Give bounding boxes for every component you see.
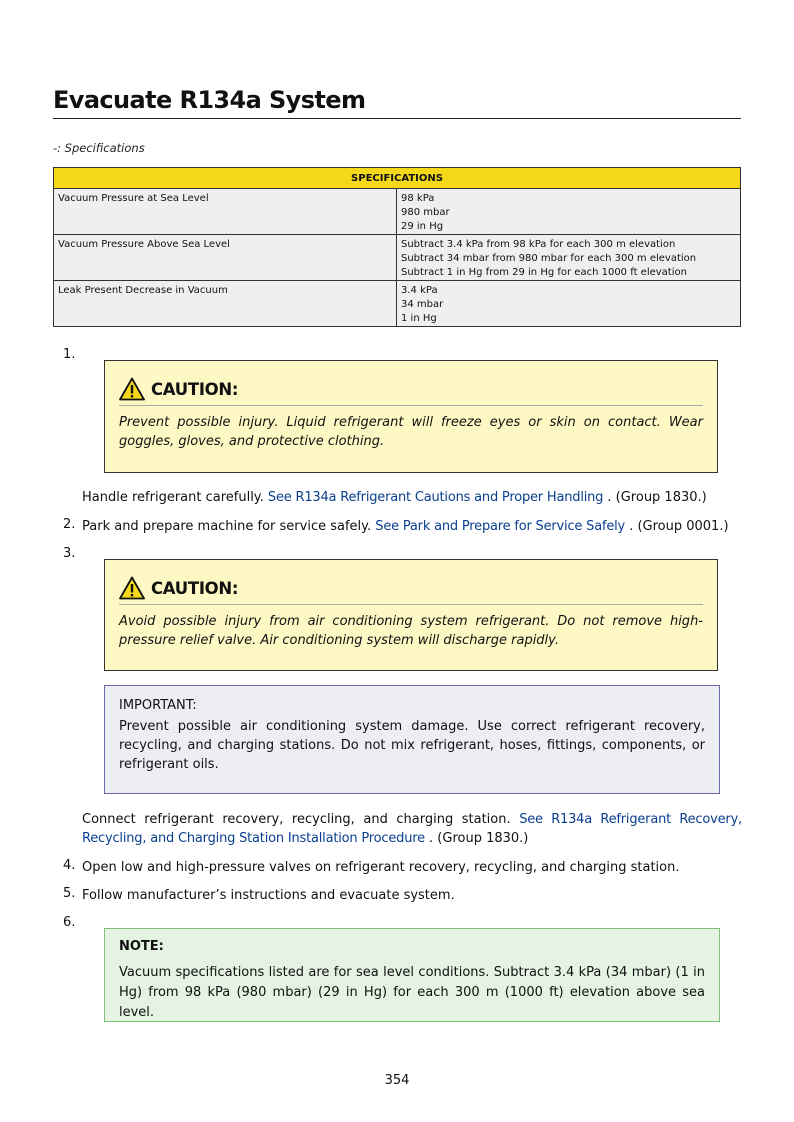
spec-table [53,167,741,327]
spec-label: Vacuum Pressure Above Sea Level [54,235,397,281]
step-text: Follow manufacturer’s instructions and evacuate system. [82,888,455,903]
caution-title: CAUTION: [151,578,239,598]
spec-caption: -: Specifications [53,141,145,155]
step-text [82,517,742,536]
spec-label: Leak Present Decrease in Vacuum [54,281,397,327]
caution-header [119,373,703,406]
page-number: 354 [384,1073,410,1088]
cross-reference-link[interactable]: See R134a Refrigerant Cautions and Proper Handling [267,490,604,505]
important-title: IMPORTANT: [119,698,197,713]
spec-value-line: 3.4 kPa [401,285,438,296]
note-title: NOTE: [119,939,164,954]
group-reference: . (Group 1830.) [429,831,529,846]
warning-triangle-icon [119,377,145,401]
caution-header [119,572,703,605]
note-text: Vacuum specifications listed are for sea level conditions. Subtract 3.4 kPa (34 mbar) (1 in Hg) from 98 kPa (980 mbar) (29 in Hg) for each 300 m (1000 ft) elevation above sea level. [119,965,705,1020]
table-row [54,235,741,281]
caution-title: CAUTION: [151,379,239,399]
table-row [54,281,741,327]
caution-box [104,360,718,473]
step-text [82,810,742,848]
step-text-main: Handle refrigerant carefully. [82,490,264,505]
important-text: Prevent possible air conditioning system damage. Use correct refrigerant recovery, recycling, and charging stations. Do not mix refrigerant, hoses, fittings, components, or refrigerant oils. [119,719,705,772]
step-number: 4. [63,858,76,873]
spec-value-line: 29 in Hg [401,221,444,232]
step-number: 2. [63,517,76,532]
caution-text: Avoid possible injury from air conditioning system refrigerant. Do not remove high-pressure relief valve. Air conditioning system will discharge rapidly. [119,614,703,648]
spec-value-line: 34 mbar [401,299,444,310]
step-number: 6. [63,915,76,930]
caution-text: Prevent possible injury. Liquid refrigerant will freeze eyes or skin on contact. Wear goggles, gloves, and protective clothing. [119,415,703,449]
table-row [54,189,741,235]
group-reference: . (Group 0001.) [629,519,729,534]
spec-value [397,235,741,281]
step-number: 3. [63,546,76,561]
spec-value-line: Subtract 3.4 kPa from 98 kPa for each 300 m elevation [401,239,676,250]
step-text: Open low and high-pressure valves on refrigerant recovery, recycling, and charging station. [82,860,680,875]
note-box [104,928,720,1022]
spec-value-line: 980 mbar [401,207,450,218]
cross-reference-link[interactable]: See R134a Refrigerant Recovery, Recycling, and Charging Station Installation Procedure [82,812,742,846]
group-reference: . (Group 1830.) [607,490,707,505]
step-text-main: Connect refrigerant recovery, recycling, and charging station. [82,812,511,827]
spec-value [397,189,741,235]
spec-value-line: Subtract 34 mbar from 980 mbar for each 300 m elevation [401,253,697,264]
warning-triangle-icon [119,576,145,600]
spec-label: Vacuum Pressure at Sea Level [54,189,397,235]
page-title: Evacuate R134a System [53,86,741,119]
spec-value [397,281,741,327]
cross-reference-link[interactable]: See Park and Prepare for Service Safely [375,519,626,534]
step-number: 5. [63,886,76,901]
step-text-main: Park and prepare machine for service safely. [82,519,372,534]
caution-box [104,559,718,671]
step-number: 1. [63,347,76,362]
important-box [104,685,720,794]
spec-value-line: 1 in Hg [401,313,437,324]
step-text [82,488,742,507]
spec-table-header: SPECIFICATIONS [54,168,741,189]
spec-value-line: Subtract 1 in Hg from 29 in Hg for each 1000 ft elevation [401,267,687,278]
spec-value-line: 98 kPa [401,193,435,204]
